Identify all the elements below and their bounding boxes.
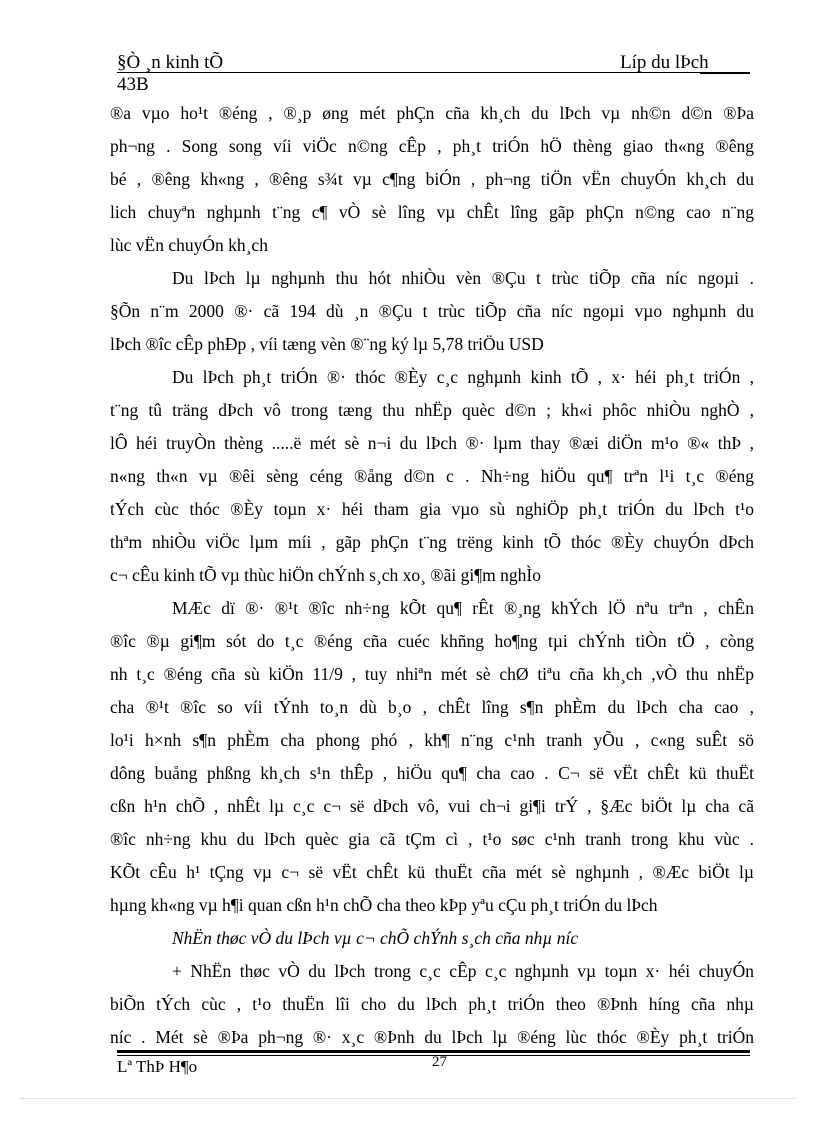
text-line: Du lÞch lµ nghµnh thu hót nhiÒu vèn ®Çu t trùc tiÕp cña níc ngoµi . — [172, 268, 754, 288]
text-line: tÝch cùc thóc ®Èy toµn x· héi tham gia vµo sù nghiÖp ph¸t triÓn du lÞch t¹o — [110, 499, 754, 519]
text-line: ®îc ®µ gi¶m sót do t¸c ®éng cña cuéc khñng ho¶ng tµi chÝnh tiÒn tÖ , còng — [110, 631, 754, 651]
header-rule — [117, 72, 750, 73]
text-line: lÔ héi truyÒn thèng .....ë mét sè n¬i du lÞch ®· lµm thay ®æi diÖn m¹o ®« thÞ , — [110, 433, 754, 453]
text-line: + NhËn thøc vÒ du lÞch trong c¸c cÊp c¸c nghµnh vµ toµn x· héi chuyÓn — [172, 961, 754, 981]
body-text — [110, 97, 754, 1054]
header-rule-accent — [700, 72, 750, 74]
text-line: bé , ®êng kh«ng , ®êng s¾t vµ c¶ng biÓn , ph¬ng tiÖn vËn chuyÓn kh¸ch du — [110, 169, 754, 189]
text-line: biÕn tÝch cùc , t¹o thuËn lîi cho du lÞch ph¸t triÓn theo ®Þnh híng cña nhµ — [110, 994, 754, 1014]
text-line: thªm nhiÒu viÖc lµm míi , gãp phÇn t¨ng trëng kinh tÕ thóc ®Èy chuyÓn dÞch — [110, 532, 754, 552]
text-line: ®îc nh÷ng khu du lÞch quèc gia cã tÇm cì , t¹o søc c¹nh tranh trong khu vùc . — [110, 829, 754, 849]
text-line: cßn h¹n chÕ , nhÊt lµ c¸c c¬ së dÞch vô, vui ch¬i gi¶i trÝ , §Æc biÖt lµ cha cã — [110, 796, 754, 816]
text-line: c¬ cÊu kinh tÕ vµ thùc hiÖn chÝnh s¸ch xo¸ ®ãi gi¶m nghÌo — [110, 565, 541, 585]
text-line: lich chuyªn nghµnh t¨ng c¶ vÒ sè lîng vµ chÊt lîng gãp phÇn n©ng cao n¨ng — [110, 202, 754, 222]
page-break-divider — [20, 1098, 796, 1099]
section-subheading: NhËn thøc vÒ du lÞch vµ c¬ chÕ chÝnh s¸ch cña nhµ níc — [172, 928, 579, 948]
text-line: KÕt cÊu h¹ tÇng vµ c¬ së vËt chÊt kü thuËt cña mét sè nghµnh , ®Æc biÖt lµ — [110, 862, 754, 882]
footer-author: Lª ThÞ H¶o — [117, 1057, 198, 1076]
text-line: MÆc dï ®· ®¹t ®îc nh÷ng kÕt qu¶ rÊt ®¸ng khÝch lÖ nªu trªn , chÊn — [172, 598, 754, 618]
text-line: dông buång phßng kh¸ch s¹n thÊp , hiÖu qu¶ cha cao . C¬ së vËt chÊt kü thuËt — [110, 763, 754, 783]
text-line: t¨ng tû träng dÞch vô trong tæng thu nhËp quèc d©n ; kh«i phôc nhiÒu nghÒ , — [110, 400, 754, 420]
text-line: ph¬ng . Song song víi viÖc n©ng cÊp , ph¸t triÓn hÖ thèng giao th«ng ®êng — [110, 136, 754, 156]
text-line: n«ng th«n vµ ®êi sèng céng ®ång d©n c . Nh÷ng hiÖu qu¶ trªn l¹i t¸c ®éng — [110, 466, 754, 486]
text-line: hµng kh«ng vµ h¶i quan cßn h¹n chÕ cha theo kÞp yªu cÇu ph¸t triÓn du lÞch — [110, 895, 658, 915]
header-title-right: Líp du lÞch — [620, 52, 709, 73]
text-line: nh t¸c ®éng cña sù kiÖn 11/9 , tuy nhiªn mét sè chØ tiªu cña kh¸ch ,vÒ thu nhËp — [110, 664, 754, 684]
text-line: lùc vËn chuyÓn kh¸ch — [110, 235, 268, 255]
text-line: Du lÞch ph¸t triÓn ®· thóc ®Èy c¸c nghµnh kinh tÕ , x· héi ph¸t triÓn , — [172, 367, 754, 387]
text-line: cha ®¹t ®îc so víi tÝnh to¸n dù b¸o , chÊt lîng s¶n phÈm du lÞch cha cao , — [110, 697, 754, 717]
header-title-left: §Ò ¸n kinh tÕ — [117, 52, 224, 73]
text-line: ®a vµo ho¹t ®éng , ®¸p øng mét phÇn cña kh¸ch du lÞch vµ nh©n d©n ®Þa — [110, 103, 754, 123]
text-line: níc . Mét sè ®Þa ph¬ng ®· x¸c ®Þnh du lÞch lµ ®éng lùc thóc ®Èy ph¸t triÓn — [110, 1027, 754, 1047]
text-line: lo¹i h×nh s¶n phÈm cha phong phó , kh¶ n¨ng c¹nh tranh yÕu , c«ng suÊt sö — [110, 730, 754, 750]
text-line: §Õn n¨m 2000 ®· cã 194 dù ¸n ®Çu t trùc tiÕp cña níc ngoµi vµo nghµnh du — [110, 301, 754, 321]
page-number: 27 — [432, 1054, 447, 1070]
header-class-code: 43B — [117, 74, 149, 95]
text-line: lÞch ®îc cÊp phÐp , víi tæng vèn ®¨ng ký lµ 5,78 triÖu USD — [110, 334, 544, 354]
